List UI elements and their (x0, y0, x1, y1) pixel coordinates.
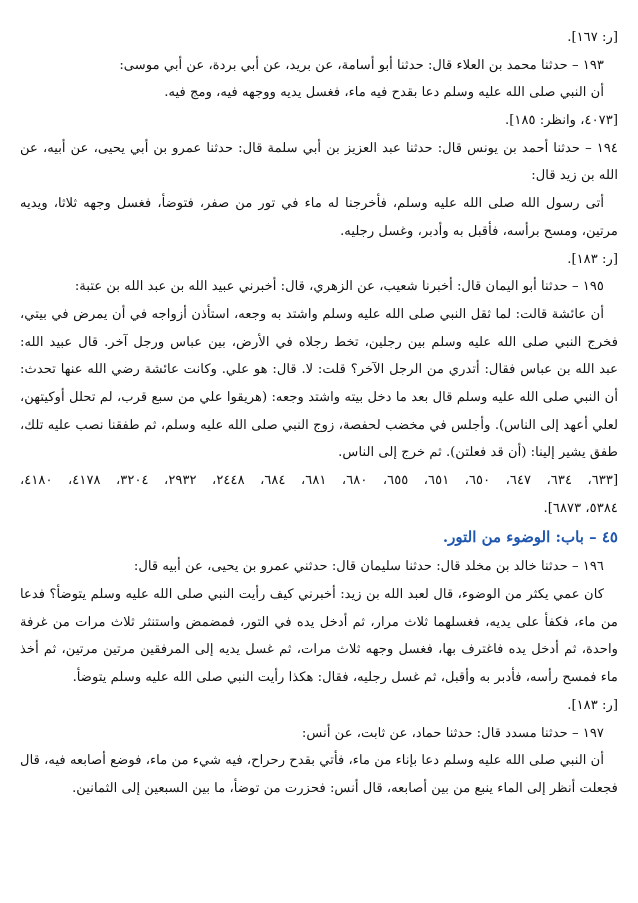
hadith-196-chain: ١٩٦ – حدثنا خالد بن مخلد قال: حدثنا سليمان قال: حدثني عمرو بن يحيى، عن أبيه قال: (133, 559, 604, 575)
hadith-197-text: أن النبي صلى الله عليه وسلم دعا بإناء من ماء، فأتي بقدح رحراح، فيه شيء من ماء، فوضع أصابعه فيه، قال (20, 753, 604, 769)
hadith-195-text-cont: فخرج النبي صلى الله عليه وسلم بين رجلين، تخط رجلاه في الأرض، بين عباس ورجل آخر. قال عبيد الله: (20, 334, 618, 350)
hadith-193-text: أن النبي صلى الله عليه وسلم دعا بقدح فيه ماء، فغسل يديه ووجهه فيه، ومج فيه. (164, 85, 604, 101)
hadith-195-text-cont: لعلي أعهد إلى الناس). وأجلس في مخضب لحفصة، زوج النبي صلى الله عليه وسلم، ثم طفقنا نصب عليه تلك، (20, 417, 618, 433)
hadith-196-text-cont: من ماء، فكفأ على يديه، فغسلهما ثلاث مرار، ثم أدخل يده في التور، فمضمض واستنثر ثلاث مرات من غرفة (20, 614, 618, 630)
hadith-194-text: أتى رسول الله صلى الله عليه وسلم، فأخرجنا له ماء في تور من صفر، فتوضأ، فغسل وجهه ثلاثا، ويديه (20, 196, 604, 212)
hadith-196-text-cont: ماء فمسح رأسه، فأدبر به وأقبل، ثم غسل رجليه، فقال: هكذا رأيت النبي صلى الله عليه وسلم يتوضأ. (72, 670, 618, 686)
hadith-194-chain: ١٩٤ – حدثنا أحمد بن يونس قال: حدثنا عبد العزيز بن أبي سلمة قال: حدثنا عمرو بن أبي يحيى، عن أبيه، عن (20, 140, 618, 156)
hadith-195-text-cont: أن النبي صلى الله عليه وسلم قال بعد ما دخل بيته واشتد وجعه: (هريقوا علي من سبع قرب، لم تحلل أوكيتهن، (20, 389, 618, 405)
reference-line: [٤٠٧٣، وانظر: ١٨٥]. (505, 113, 618, 129)
reference-line-cont: ٥٣٨٤، ٦٨٧٣]. (543, 500, 618, 516)
hadith-196-text: كان عمي يكثر من الوضوء، قال لعبد الله بن زيد: أخبرني كيف رأيت النبي صلى الله عليه وسلم يتوضأ؟ فدعا (20, 587, 604, 603)
hadith-195-chain: ١٩٥ – حدثنا أبو اليمان قال: أخبرنا شعيب، عن الزهري، قال: أخبرني عبيد الله بن عبد الله بن عتبة: (74, 279, 604, 295)
hadith-197-text-cont: فجعلت أنظر إلى الماء ينبع من بين أصابعه، قال أنس: فحزرت من توضأ، ما بين السبعين إلى الثمانين. (72, 780, 618, 796)
hadith-193-chain: ١٩٣ – حدثنا محمد بن العلاء قال: حدثنا أبو أسامة، عن بريد، عن أبي بردة، عن أبي موسى: (119, 57, 604, 73)
hadith-195-text: أن عائشة قالت: لما ثقل النبي صلى الله عليه وسلم واشتد به وجعه، استأذن أزواجه في أن يمرض في بيتي، (20, 306, 604, 322)
hadith-196-text-cont: واحدة، ثم أدخل يده فاغترف بها، فغسل وجهه ثلاث مرات، ثم غسل يديه إلى المرفقين مرتين مرتين، ثم أخذ (20, 642, 618, 658)
reference-line: [ر: ١٨٣]. (567, 697, 618, 713)
hadith-197-chain: ١٩٧ – حدثنا مسدد قال: حدثنا حماد، عن ثابت، عن أنس: (301, 725, 604, 741)
hadith-194-chain-cont: الله بن زيد قال: (531, 168, 618, 184)
chapter-heading: ٤٥ – باب: الوضوء من التور. (442, 528, 618, 547)
hadith-195-text-cont: عبد الله بن عباس فقال: أتدري من الرجل الآخر؟ قلت: لا. قال: هو علي. وكانت عائشة رضي الله عنها تحدث: (20, 362, 618, 378)
hadith-194-text-cont: مرتين، ومسح برأسه، فأقبل به وأدبر، وغسل رجليه. (340, 223, 618, 239)
reference-line: [ر: ١٦٧]. (567, 30, 618, 45)
hadith-195-text-cont: طفق يشير إلينا: (أن قد فعلتن). ثم خرج إلى الناس. (338, 445, 618, 461)
reference-line: [٦٣٣، ٦٣٤، ٦٤٧، ٦٥٠، ٦٥١، ٦٥٥، ٦٨٠، ٦٨١، ٦٨٤، ٢٤٤٨، ٢٩٣٢، ٣٢٠٤، ٤١٧٨، ٤١٨٠، (20, 473, 618, 488)
reference-line: [ر: ١٨٣]. (567, 251, 618, 267)
